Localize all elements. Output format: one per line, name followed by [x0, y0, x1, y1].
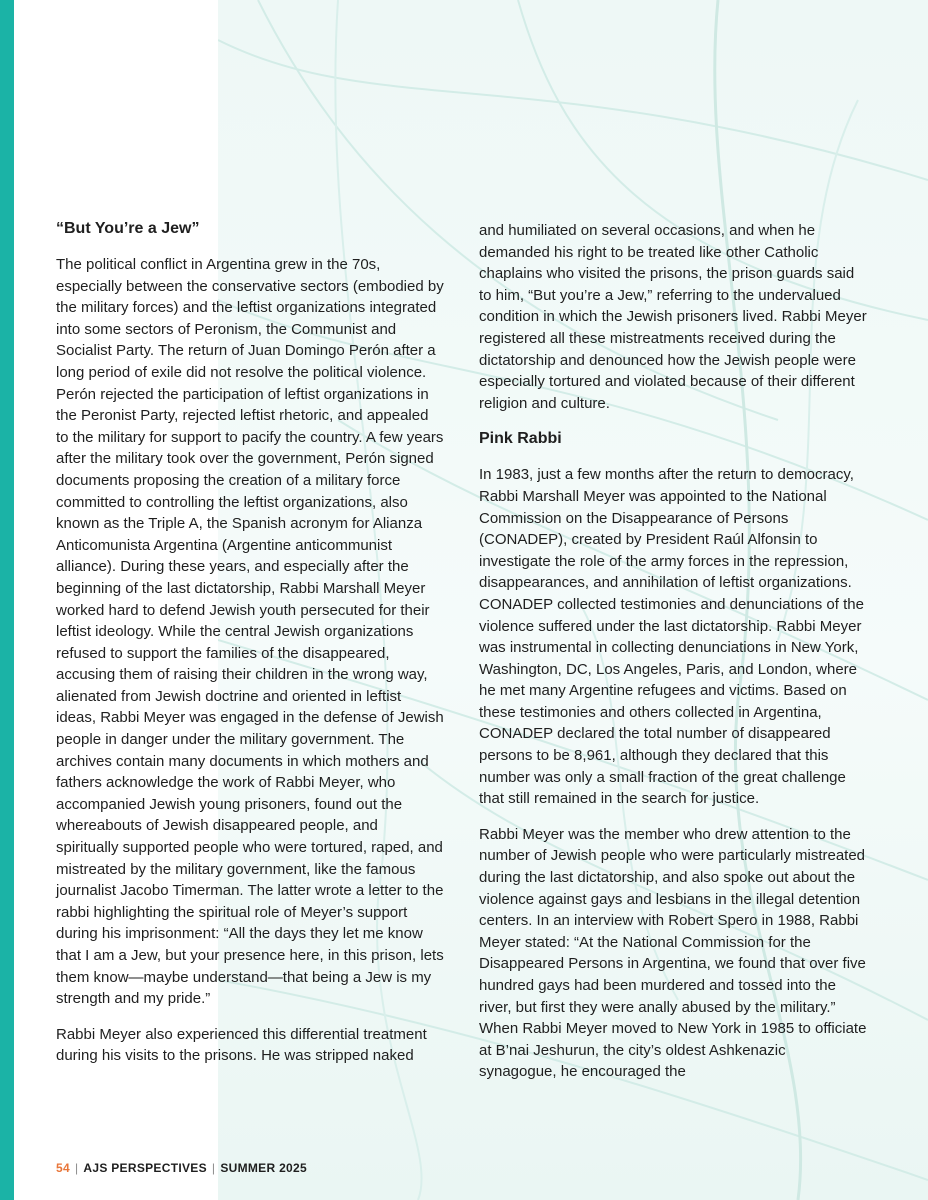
body-paragraph: Rabbi Meyer was the member who drew attention to the number of Jewish people who were particularly mistreated during the last dictatorship, and also spoke out about the violence against gays and lesbians in the illegal detention centers. In an interview with Robert Spero in 1988, Rabbi Meyer stated: “At the National Commission for the Disappeared Persons in Argentina, we found that over five hundred gays had been murdered and tossed into the river, but first they were anally abused by the military.” When Rabbi Meyer moved to New York in 1985 to officiate at B’nai Jeshurun, the city’s oldest Ashkenazic synagogue, he encouraged the [479, 825, 867, 1081]
footer-divider: | [211, 1161, 216, 1175]
footer-divider: | [74, 1161, 79, 1175]
body-paragraph: Rabbi Meyer also experienced this differential treatment during his visits to the prisons. He was stripped naked [56, 1025, 427, 1065]
teal-accent-bar [0, 0, 14, 1200]
page-footer [56, 1161, 307, 1175]
issue-label: SUMMER 2025 [220, 1161, 307, 1175]
body-paragraph-continued: and humiliated on several occasions, and when he demanded his right to be treated like other Catholic chaplains who visited the prisons, the prison guards said to him, “But you’re a Jew,” referring to the undervalued condition in which the Jewish prisoners lived. Rabbi Meyer registered all these mistreatments received during the dictatorship and denounced how the Jewish people were especially tortured and violated because of their different religion and culture. [479, 222, 867, 412]
right-column [479, 220, 867, 1097]
section-heading-but-youre-a-jew: “But You’re a Jew” [56, 220, 200, 237]
page-number: 54 [56, 1161, 70, 1175]
left-column [56, 218, 444, 1081]
body-paragraph: The political conflict in Argentina grew in the 70s, especially between the conservative sectors (embodied by the military forces) and the leftist organizations integrated into some sectors of Peronism, the Communist and Socialist Party. The return of Juan Domingo Perón after a long period of exile did not resolve the political violence. Perón rejected the participation of leftist organizations in the Peronist Party, rejected leftist rhetoric, and appealed to the military for support to pacify the country. A few years after the military took over the government, Perón signed documents proposing the creation of a military force committed to controlling the leftist organizations, also known as the Triple A, the Spanish acronym for Alianza Anticomunista Argentina (Argentine anticommunist alliance). During these years, and especially after the beginning of the last dictatorship, Rabbi Marshall Meyer worked hard to defend Jewish youth persecuted for their leftist ideology. While the central Jewish organizations refused to support the families of the disappeared, accusing them of raising their children in the wrong way, alienated from Jewish doctrine and oriented in leftist ideas, Rabbi Meyer was engaged in the defense of Jewish people in danger under the military government. The archives contain many documents in which mothers and fathers acknowledge the work of Rabbi Meyer, who accompanied Jewish young prisoners, found out the whereabouts of Jewish disappeared people, and spiritually supported people who were tortured, raped, and mistreated by the military government, like the famous journalist Jacobo Timerman. The latter wrote a letter to the rabbi highlighting the spiritual role of Meyer’s support during his imprisonment: “All the days they let me know that I am a Jew, but your presence here, in this prison, lets them know—maybe understand—that being a Jew is my strength and my pride.” [56, 256, 444, 1008]
publication-name: AJS PERSPECTIVES [83, 1161, 207, 1175]
body-paragraph: In 1983, just a few months after the return to democracy, Rabbi Marshall Meyer was appointed to the National Commission on the Disappearance of Persons (CONADEP), created by President Raúl Alfonsin to investigate the role of the army forces in the repression, disappearances, and annihilation of leftist organizations. CONADEP collected testimonies and denunciations of the violence suffered under the last dictatorship. Rabbi Meyer was instrumental in collecting denunciations in New York, Washington, DC, Los Angeles, Paris, and London, where he met many Argentine refugees and victims. Based on these testimonies and others collected in Argentina, CONADEP declared the total number of disappeared persons to be 8,961, although they declared that this number was only a small fraction of the great challenge that still remained in the search for justice. [479, 466, 864, 808]
section-heading-pink-rabbi: Pink Rabbi [479, 430, 562, 448]
